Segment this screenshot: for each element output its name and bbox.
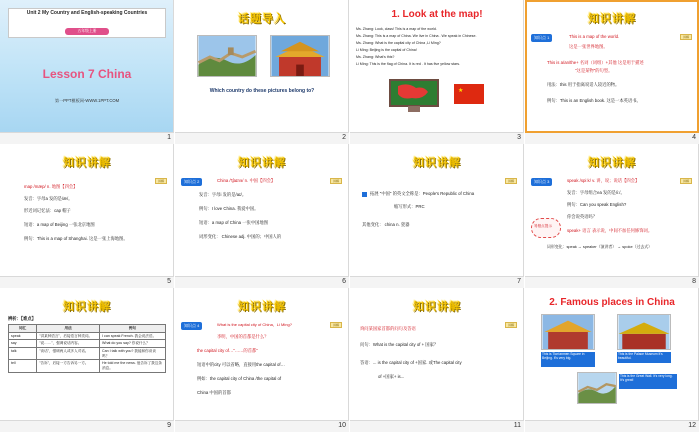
line-1: 询问某国家首都的问句及答语 xyxy=(360,326,416,331)
slide-title: 知识讲解 xyxy=(63,156,111,169)
slide-title: 知识讲解 xyxy=(63,300,111,313)
slide-title: 知识讲解 xyxy=(413,156,461,169)
slide-number: 12 xyxy=(688,422,696,429)
knowledge-point-tag: 知识点 4 xyxy=(181,322,202,330)
table-cell: speak xyxy=(9,332,37,340)
line-4: "这是某物"的句型。 xyxy=(575,68,613,73)
line-5: 用法：this 用于指离说话人较近的物。 xyxy=(547,82,620,87)
slide-title: 知识讲解 xyxy=(588,156,636,169)
line-2: 发音：字母i 发的是/aɪ/。 xyxy=(199,192,247,197)
lecture-badge: 讲解 xyxy=(680,34,692,40)
table-cell: "告诉"，后接一方告诉另一方。 xyxy=(37,360,100,372)
line-3: 答语：... is the capital city of +国家. 或The capital city xyxy=(360,360,462,365)
slide-thumbnail-7[interactable] xyxy=(350,144,525,288)
unit-title: Unit 2 My Country and English-speaking Countries xyxy=(26,10,148,16)
line-4: 你会说英语吗？ xyxy=(567,214,598,219)
table-cell: Can I talk with you? 我能和你谈谈吗？ xyxy=(100,348,166,360)
slide-3-footer xyxy=(350,133,524,144)
line-6: 例句：This is an English book. 这是一本英语书。 xyxy=(547,98,641,103)
slide-title: 知识讲解 xyxy=(238,300,286,313)
slide-4-footer xyxy=(525,133,699,144)
line-4: 短语：a map of Beijing 一张北京地图 xyxy=(24,222,95,227)
svg-text:★: ★ xyxy=(458,88,464,94)
line-3: This is a/an/the+ 名词（词组）+其他 这是用于描述 xyxy=(547,60,644,65)
knowledge-point-tag: 知识点 2 xyxy=(181,178,202,186)
compare-label: 辨析：【难点】 xyxy=(8,316,36,321)
line-6: China 中国的首都 xyxy=(197,390,231,395)
slide-5-footer xyxy=(0,277,174,288)
dialog-line-5: Ms. Zhang: What's this? xyxy=(356,55,395,59)
slide-title: 话题导入 xyxy=(238,12,286,25)
question-text: Which country do these pictures belong to? xyxy=(209,88,315,94)
slide-thumbnail-12[interactable] xyxy=(525,288,700,432)
slide-number: 2 xyxy=(342,134,346,141)
slide-10-canvas xyxy=(175,288,349,421)
line-3: 例句：Can you speak English? xyxy=(567,202,627,207)
line-5: 词形变化： Chinese adj. 中国的；中国人的 xyxy=(199,234,282,239)
tiananmen-square-photo xyxy=(541,314,595,350)
table-cell: "谈话"，强调两人或多人对话。 xyxy=(37,348,100,360)
slide-title: 知识讲解 xyxy=(413,300,461,313)
dialog-line-3: Ms. Zhang: What is the capital city of China ,Li Ming? xyxy=(356,41,441,45)
slide-thumbnail-9[interactable] xyxy=(0,288,175,432)
table-header: 用法 xyxy=(37,325,100,333)
slide-title: 知识讲解 xyxy=(588,12,636,25)
line-1: 拓展 "中国" 的英文全称是：People's Republic of China xyxy=(370,191,475,196)
compare-table xyxy=(8,324,166,373)
table-cell: tell xyxy=(9,360,37,372)
table-header: 例句 xyxy=(100,325,166,333)
slide-thumbnail-4[interactable] xyxy=(525,0,700,144)
line-2: 发音：字母组合ea 发的是/iː/。 xyxy=(567,190,625,195)
slide-number: 11 xyxy=(513,422,521,429)
caption-1: This is Tian'anmen Square in Beijing. It's very big. xyxy=(542,352,585,361)
lecture-badge: 讲解 xyxy=(505,178,517,184)
china-flag-icon xyxy=(454,84,484,106)
line-1: What is the capital city of China，Li Ming? xyxy=(217,322,292,327)
table-row xyxy=(9,360,166,372)
lecture-badge: 讲解 xyxy=(680,178,692,184)
slide-8-footer xyxy=(525,277,699,288)
line-1: This is a map of the world. xyxy=(569,34,620,39)
slide-thumbnail-8[interactable] xyxy=(525,144,700,288)
site-credit: 第一PPT模板网-WWW.1PPT.COM xyxy=(54,98,120,103)
table-header: 词汇 xyxy=(9,325,37,333)
slide-number: 7 xyxy=(517,278,521,285)
slide-number: 3 xyxy=(517,134,521,141)
slide-12-canvas xyxy=(525,288,699,421)
table-row xyxy=(9,348,166,360)
slide-6-footer xyxy=(175,277,349,288)
great-wall-photo xyxy=(197,35,257,77)
slide-title: 1. Look at the map! xyxy=(391,9,483,20)
lecture-badge: 讲解 xyxy=(330,322,342,328)
line-5: 例句：This is a map of Shanghai. 这是一张上海地图。 xyxy=(24,236,128,241)
lecture-badge: 讲解 xyxy=(155,178,167,184)
slide-5-canvas xyxy=(0,144,174,277)
line-4: 短语中的city 可以省略，直接用the capital of… xyxy=(197,362,285,367)
slide-number: 6 xyxy=(342,278,346,285)
slide-thumbnail-2[interactable] xyxy=(175,0,350,144)
line-1: China /'tʃaɪnə/ n. 中国【四会】 xyxy=(217,178,276,183)
lecture-badge: 讲解 xyxy=(330,178,342,184)
classroom-illustration xyxy=(388,78,440,114)
caption-2: This is the Palace Museum It's beautiful. xyxy=(618,352,663,361)
dialog-line-2: Ms. Zhang: This is a map of China. We live in China . We speak in Chinese. xyxy=(356,34,477,38)
table-header-row xyxy=(9,325,166,333)
slide-3-canvas xyxy=(350,0,524,133)
table-row xyxy=(9,340,166,348)
dialog-line-6: Li Ming: This is the flag of China. It is red . It has five yellow stars. xyxy=(356,62,460,66)
slide-number: 5 xyxy=(167,278,171,285)
slide-11-footer xyxy=(350,421,524,432)
line-3: 其他变化： china n. 瓷器 xyxy=(362,222,410,227)
line-2: 这是一张世界地图。 xyxy=(569,44,608,49)
slide-thumbnail-10[interactable] xyxy=(175,288,350,432)
great-wall-photo xyxy=(577,372,617,404)
slide-6-canvas xyxy=(175,144,349,277)
slide-thumbnail-3[interactable] xyxy=(350,0,525,144)
slide-number: 1 xyxy=(167,134,171,141)
line-2: 问句：What is the capital city of + 国家？ xyxy=(360,342,439,347)
tiananmen-photo xyxy=(270,35,330,77)
table-row xyxy=(9,332,166,340)
slide-9-canvas xyxy=(0,288,174,421)
slide-number: 8 xyxy=(692,278,696,285)
slide-1-footer xyxy=(0,133,174,144)
slide-11-canvas xyxy=(350,288,524,421)
line-1: speak /spiːk/ v. 讲，说；说话【四会】 xyxy=(567,178,640,183)
slide-12-footer xyxy=(525,421,699,432)
table-cell: He told me the news. 他告诉了我这条消息。 xyxy=(100,360,166,372)
line-3: 例句：I love China. 我爱中国。 xyxy=(199,206,259,211)
line-2: 缩写形式：PRC xyxy=(394,204,425,209)
slide-thumbnail-6[interactable] xyxy=(175,144,350,288)
slide-title: 2. Famous places in China xyxy=(549,297,675,308)
line-4: of +国家+ is... xyxy=(378,374,405,379)
slide-number: 4 xyxy=(692,134,696,141)
slide-title: 知识讲解 xyxy=(238,156,286,169)
slide-9-footer xyxy=(0,421,174,432)
line-5: 例如：the capital city of China /the capital of xyxy=(197,376,282,381)
slide-number: 9 xyxy=(167,422,171,429)
table-cell: "讲某种语言"，后接语言种类词。 xyxy=(37,332,100,340)
line-1: map /mæp/ n. 地图【四会】 xyxy=(24,184,78,189)
knowledge-point-tag: 知识点 3 xyxy=(531,178,552,186)
slide-1-canvas xyxy=(0,0,174,133)
palace-museum-photo xyxy=(617,314,671,350)
tip-bubble-label: 易错点提示 xyxy=(534,224,552,228)
table-cell: What do you say? 你说什么？ xyxy=(100,340,166,348)
slide-8-canvas xyxy=(525,144,699,277)
caption-3: This is the Great Wall. It's very long. It's great! xyxy=(620,374,673,383)
line-2: 发音：字母a 发的是/æ/。 xyxy=(24,196,73,201)
line-2: 李明，中国的首都是什么？ xyxy=(217,334,269,339)
slide-2-footer xyxy=(175,133,349,144)
dialog-line-4: Li Ming: Beijing is the capital of China! xyxy=(356,48,417,52)
slide-thumbnail-5[interactable] xyxy=(0,144,175,288)
lecture-badge: 讲解 xyxy=(505,322,517,328)
slide-thumbnail-1[interactable] xyxy=(0,0,175,144)
slide-7-footer xyxy=(350,277,524,288)
grade-label: 五年级上册 xyxy=(77,28,97,33)
table-cell: "说……"，强调说话内容。 xyxy=(37,340,100,348)
bullet-icon xyxy=(362,192,367,197)
lesson-title: Lesson 7 China xyxy=(42,67,132,81)
line-4: 短语：a map of China 一张中国地图 xyxy=(199,220,269,225)
table-cell: talk xyxy=(9,348,37,360)
slide-10-footer xyxy=(175,421,349,432)
line-3: 形近词记忆法：cap 帽子 xyxy=(24,208,71,213)
table-cell: say xyxy=(9,340,37,348)
slide-7-canvas xyxy=(350,144,524,277)
line-6: 词形变化：speak → speaker（演讲者） → spoke（过去式） xyxy=(547,244,653,249)
knowledge-point-tag: 知识点 1 xyxy=(531,34,552,42)
line-3: the capital city of…"……的首都" xyxy=(197,348,258,353)
table-cell: I can speak French. 我会说法语。 xyxy=(100,332,166,340)
slide-4-canvas xyxy=(525,0,699,133)
dialog-line-1: Ms. Zhang: Look, class! This is a map of the world. xyxy=(356,27,437,31)
line-5: speak+ 语言 表示说，中间不加任何修饰词。 xyxy=(567,228,653,233)
slide-thumbnail-11[interactable] xyxy=(350,288,525,432)
slide-2-canvas xyxy=(175,0,349,133)
slide-number: 10 xyxy=(338,422,346,429)
